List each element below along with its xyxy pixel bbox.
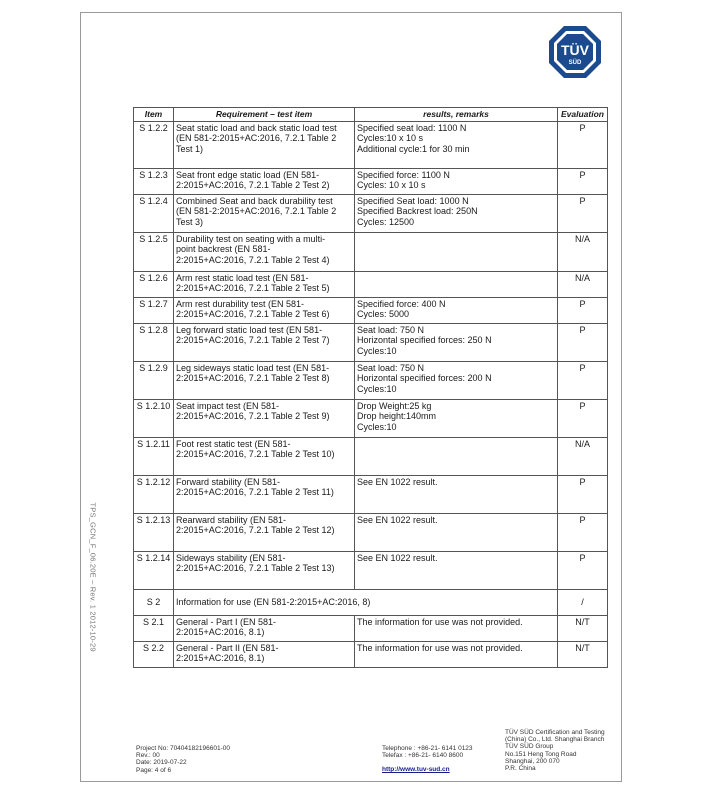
cell-line: Arm rest static load test (EN 581- (176, 272, 309, 283)
cell-line: Specified force: 400 N (357, 298, 446, 309)
requirement-cell (174, 361, 355, 399)
cell-line: See EN 1022 result. (357, 514, 438, 525)
cell-line: Additional cycle:1 for 30 min (357, 143, 470, 154)
results-cell (355, 194, 558, 232)
cell-line: Leg forward static load test (EN 581- (176, 324, 323, 335)
cell-line: Specified Backrest load: 250N (357, 206, 478, 216)
evaluation-cell: P (558, 361, 608, 399)
cell-line: Cycles: 12500 (357, 216, 415, 227)
cell-line: 2:2015+AC:2016, 7.2.1 Table 2 Test 4) (176, 254, 330, 265)
table-row (134, 615, 608, 641)
cell-line: Horizontal specified forces: 250 N (357, 335, 492, 345)
item-cell: S 1.2.11 (134, 437, 174, 475)
tuv-sud-logo (548, 25, 602, 79)
cell-line: Drop height:140mm (357, 411, 437, 421)
cell-line: Cycles: 5000 (357, 309, 410, 319)
evaluation-cell: P (558, 399, 608, 437)
results-cell (355, 551, 558, 589)
item-cell: S 1.2.8 (134, 323, 174, 361)
requirement-cell (174, 271, 355, 297)
cell-line: General - Part II (EN 581- (176, 642, 279, 653)
results-cell (355, 399, 558, 437)
item-cell: S 2.2 (134, 641, 174, 667)
table-row (134, 641, 608, 667)
requirement-cell (174, 232, 355, 271)
cell-line: 2:2015+AC:2016, 8.1) (176, 627, 265, 637)
cell-line: Cycles:10 (357, 383, 397, 394)
group-name: TÜV SÜD Group (505, 743, 554, 751)
item-cell: S 1.2.3 (134, 168, 174, 194)
cell-line: (EN 581-2:2015+AC:2016, 7.2.1 Table 2 (176, 133, 337, 143)
website-link[interactable]: http://www.tuv-sud.cn (382, 766, 450, 774)
cell-line: 2:2015+AC:2016, 7.2.1 Table 2 Test 12) (176, 525, 335, 535)
footer-contact (382, 745, 473, 774)
page-number: Page: 4 of 6 (136, 766, 172, 774)
cell-line: Seat front edge static load (EN 581- (176, 169, 320, 180)
evaluation-cell: P (558, 297, 608, 323)
requirement-cell (174, 641, 355, 667)
test-results-table (133, 107, 608, 668)
requirement-cell (174, 168, 355, 194)
table-row (134, 475, 608, 513)
section-item: S 2 (134, 589, 174, 615)
form-reference: TPS_GCN_F_06.20E – Rev. 1 2012-10-29 (88, 502, 98, 652)
item-cell: S 1.2.7 (134, 297, 174, 323)
cell-line: Seat load: 750 N (357, 362, 425, 373)
cell-line: Leg sideways static load test (EN 581- (176, 362, 330, 373)
cell-line: Combined Seat and back durability test (176, 195, 333, 206)
evaluation-cell: N/A (558, 232, 608, 271)
results-cell (355, 297, 558, 323)
cell-line: Arm rest durability test (EN 581- (176, 298, 305, 309)
requirement-cell (174, 121, 355, 168)
cell-line: Forward stability (EN 581- (176, 476, 281, 487)
requirement-cell (174, 194, 355, 232)
item-cell: S 1.2.5 (134, 232, 174, 271)
results-cell (355, 615, 558, 641)
cell-line: Test 1) (176, 143, 204, 154)
cell-line: Sideways stability (EN 581- (176, 552, 286, 563)
cell-line: point backrest (EN 581- (176, 244, 271, 254)
header-requirement: Requirement – test item (174, 108, 355, 122)
table-header-row (134, 108, 608, 122)
cell-line: Seat static load and back static load test (176, 122, 337, 133)
telephone: Telephone : +86-21- 6141 0123 (382, 745, 473, 752)
item-cell: S 1.2.4 (134, 194, 174, 232)
requirement-cell (174, 323, 355, 361)
cell-line: Horizontal specified forces: 200 N (357, 373, 492, 383)
table-row (134, 232, 608, 271)
section-title: Information for use (EN 581-2:2015+AC:2016, 8) (174, 589, 558, 615)
item-cell: S 1.2.13 (134, 513, 174, 551)
cell-line: Seat impact test (EN 581- (176, 400, 280, 411)
evaluation-cell: P (558, 194, 608, 232)
item-cell: S 1.2.14 (134, 551, 174, 589)
results-cell (355, 361, 558, 399)
cell-line: The information for use was not provided. (357, 616, 523, 627)
table-row (134, 361, 608, 399)
cell-line: Drop Weight:25 kg (357, 400, 432, 411)
cell-line: Specified seat load: 1100 N (357, 122, 467, 133)
table-row (134, 271, 608, 297)
requirement-cell (174, 513, 355, 551)
telefax: Telefax : +86-21- 6140 8600 (382, 752, 464, 760)
requirement-cell (174, 437, 355, 475)
evaluation-cell: N/T (558, 641, 608, 667)
evaluation-cell: P (558, 323, 608, 361)
table-row (134, 121, 608, 168)
results-cell (355, 641, 558, 667)
results-cell (355, 323, 558, 361)
requirement-cell (174, 615, 355, 641)
evaluation-cell: P (558, 168, 608, 194)
cell-line: 2:2015+AC:2016, 7.2.1 Table 2 Test 5) (176, 283, 330, 293)
report-date: Date: 2019-07-22 (136, 759, 187, 767)
header-results: results, remarks (355, 108, 558, 122)
cell-line: 2:2015+AC:2016, 7.2.1 Table 2 Test 7) (176, 335, 330, 345)
results-cell (355, 475, 558, 513)
results-cell (355, 271, 558, 297)
requirement-cell (174, 399, 355, 437)
cell-line: General - Part I (EN 581- (176, 616, 277, 627)
evaluation-cell: P (558, 513, 608, 551)
table-row (134, 437, 608, 475)
cell-line: 2:2015+AC:2016, 7.2.1 Table 2 Test 2) (176, 180, 330, 190)
logo-sub: SÜD (568, 60, 582, 66)
item-cell: S 1.2.6 (134, 271, 174, 297)
company-line-2: (China) Co., Ltd. Shanghai Branch (505, 736, 605, 744)
cell-line: Cycles:10 (357, 421, 397, 432)
country: P.R. China (505, 765, 536, 773)
footer-project-info (136, 745, 230, 774)
city: Shanghai, 200 070 (505, 757, 560, 765)
cell-line: Specified Seat load: 1000 N (357, 195, 469, 206)
company-line-1: TÜV SÜD Certification and Testing (505, 729, 605, 736)
evaluation-cell: P (558, 475, 608, 513)
cell-line: (EN 581-2:2015+AC:2016, 7.2.1 Table 2 (176, 206, 337, 216)
cell-line: Specified force: 1100 N (357, 169, 450, 180)
requirement-cell (174, 475, 355, 513)
evaluation-cell: N/T (558, 615, 608, 641)
section-evaluation: / (558, 589, 608, 615)
table-row (134, 399, 608, 437)
cell-line: Foot rest static test (EN 581- (176, 438, 291, 449)
footer-address (505, 729, 605, 772)
cell-line: Test 3) (176, 216, 204, 227)
results-cell (355, 437, 558, 475)
cell-line: The information for use was not provided. (357, 642, 523, 653)
item-cell: S 2.1 (134, 615, 174, 641)
item-cell: S 1.2.2 (134, 121, 174, 168)
cell-line: 2:2015+AC:2016, 7.2.1 Table 2 Test 6) (176, 309, 330, 319)
item-cell: S 1.2.12 (134, 475, 174, 513)
item-cell: S 1.2.10 (134, 399, 174, 437)
results-cell (355, 121, 558, 168)
cell-line: 2:2015+AC:2016, 7.2.1 Table 2 Test 11) (176, 487, 334, 497)
table-row (134, 168, 608, 194)
results-cell (355, 232, 558, 271)
revision: Rev.: 00 (136, 752, 160, 760)
cell-line: Seat load: 750 N (357, 324, 425, 335)
requirement-cell (174, 551, 355, 589)
cell-line: 2:2015+AC:2016, 7.2.1 Table 2 Test 13) (176, 563, 335, 573)
header-item: Item (134, 108, 174, 122)
evaluation-cell: P (558, 551, 608, 589)
evaluation-cell: N/A (558, 271, 608, 297)
project-no: Project No: 70404182196601-00 (136, 745, 230, 752)
cell-line: Cycles: 10 x 10 s (357, 180, 426, 190)
logo-name: TÜV (561, 42, 589, 58)
table-row (134, 194, 608, 232)
table-row (134, 513, 608, 551)
table-row (134, 323, 608, 361)
table-row (134, 297, 608, 323)
cell-line: 2:2015+AC:2016, 7.2.1 Table 2 Test 9) (176, 411, 330, 421)
section-row (134, 589, 608, 615)
cell-line: 2:2015+AC:2016, 7.2.1 Table 2 Test 10) (176, 449, 335, 459)
cell-line: 2:2015+AC:2016, 7.2.1 Table 2 Test 8) (176, 373, 330, 383)
header-evaluation: Evaluation (558, 108, 608, 122)
evaluation-cell: P (558, 121, 608, 168)
item-cell: S 1.2.9 (134, 361, 174, 399)
cell-line: Durability test on seating with a multi- (176, 233, 326, 244)
requirement-cell (174, 297, 355, 323)
cell-line: Cycles:10 x 10 s (357, 133, 424, 143)
cell-line: Cycles:10 (357, 345, 397, 356)
table-row (134, 551, 608, 589)
cell-line: See EN 1022 result. (357, 552, 438, 563)
street: No.151 Heng Tong Road (505, 750, 577, 758)
evaluation-cell: N/A (558, 437, 608, 475)
cell-line: Rearward stability (EN 581- (176, 514, 287, 525)
results-cell (355, 513, 558, 551)
cell-line: See EN 1022 result. (357, 476, 438, 487)
cell-line: 2:2015+AC:2016, 8.1) (176, 653, 265, 663)
results-cell (355, 168, 558, 194)
